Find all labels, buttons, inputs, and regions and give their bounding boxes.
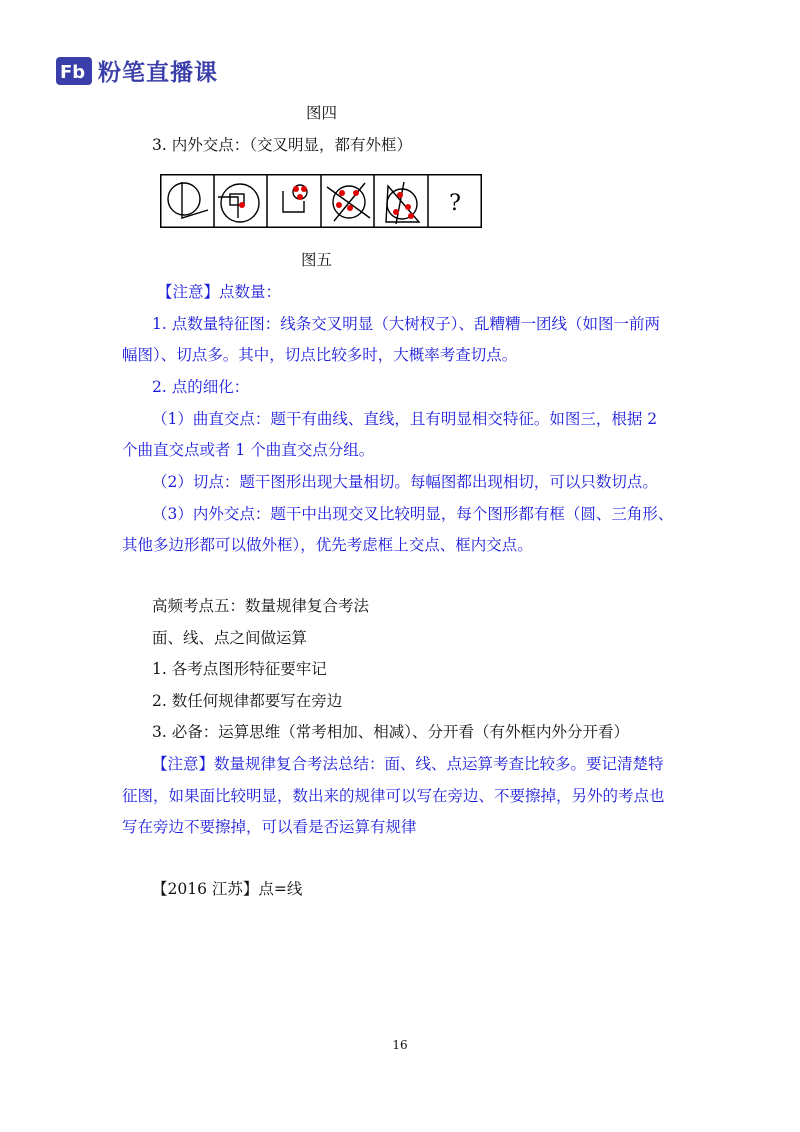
figure-5-dot [336,202,342,208]
example-heading: 【2016 江苏】点=线 [152,880,303,898]
figure-5-dot [408,213,414,219]
note-1-line: 其他多边形都可以做外框），优先考虑框上交点、框内交点。 [122,536,533,554]
note-1-line: （2）切点：题干图形出现大量相切。每幅图都出现相切，可以只数切点。 [152,473,658,491]
figure-5-dot [397,192,403,198]
note-1-line: 幅图）、切点多。其中，切点比较多时，大概率考查切点。 [122,346,518,364]
note-2-line: 【注意】数量规律复合考法总结：面、线、点运算考查比较多。要记清楚特 [152,755,664,773]
section-5-line: 2. 数任何规律都要写在旁边 [152,692,343,710]
section-5-title: 高频考点五：数量规律复合考法 [152,597,370,615]
note-1-line: （3）内外交点：题干中出现交叉比较明显，每个图形都有框（圆、三角形、 [152,505,674,523]
figure-5-caption: 图五 [301,251,333,269]
section-5-line: 面、线、点之间做运算 [152,629,308,647]
figure-5-dot [347,205,353,211]
note-1-line: 1. 点数量特征图：线条交叉明显（大树杈子）、乱糟糟一团线（如图一前两 [152,315,660,333]
figure-5-dot [353,190,359,196]
figure-5-dot [339,190,345,196]
note-1-line: 个曲直交点或者 1 个曲直交点分组。 [122,441,375,459]
section-5-line: 1. 各考点图形特征要牢记 [152,660,327,678]
figure-5-dot [293,186,299,192]
figure-5-dot [301,186,307,192]
figure-5-strip [160,174,482,228]
note-1-title: 【注意】点数量： [157,283,282,301]
figure-5-dot [393,209,399,215]
note-2-line: 征图，如果面比较明显，数出来的规律可以写在旁边、不要擦掉，另外的考点也 [122,787,665,805]
figure-5-dot [405,204,411,210]
note-1-line: （1）曲直交点：题干有曲线、直线，且有明显相交特征。如图三，根据 2 [152,410,658,428]
fb-logo-icon [56,57,92,85]
item-3-text: 3. 内外交点：（交叉明显，都有外框） [152,136,412,154]
note-1-line: 2. 点的细化： [152,378,250,396]
header-logo [56,54,218,87]
page-number: 16 [392,1038,408,1052]
figure-5-question-mark: ? [449,191,461,216]
note-2-line: 写在旁边不要擦掉，可以看是否运算有规律 [122,818,417,836]
figure-4-caption: 图四 [306,104,338,122]
logo-text: 粉笔直播课 [98,60,218,86]
figure-5-dot [297,194,303,200]
section-5-line: 3. 必备：运算思维（常考相加、相减）、分开看（有外框内外分开看） [152,723,629,741]
svg-text:Fb: Fb [60,61,86,83]
figure-5-dot [239,202,245,208]
